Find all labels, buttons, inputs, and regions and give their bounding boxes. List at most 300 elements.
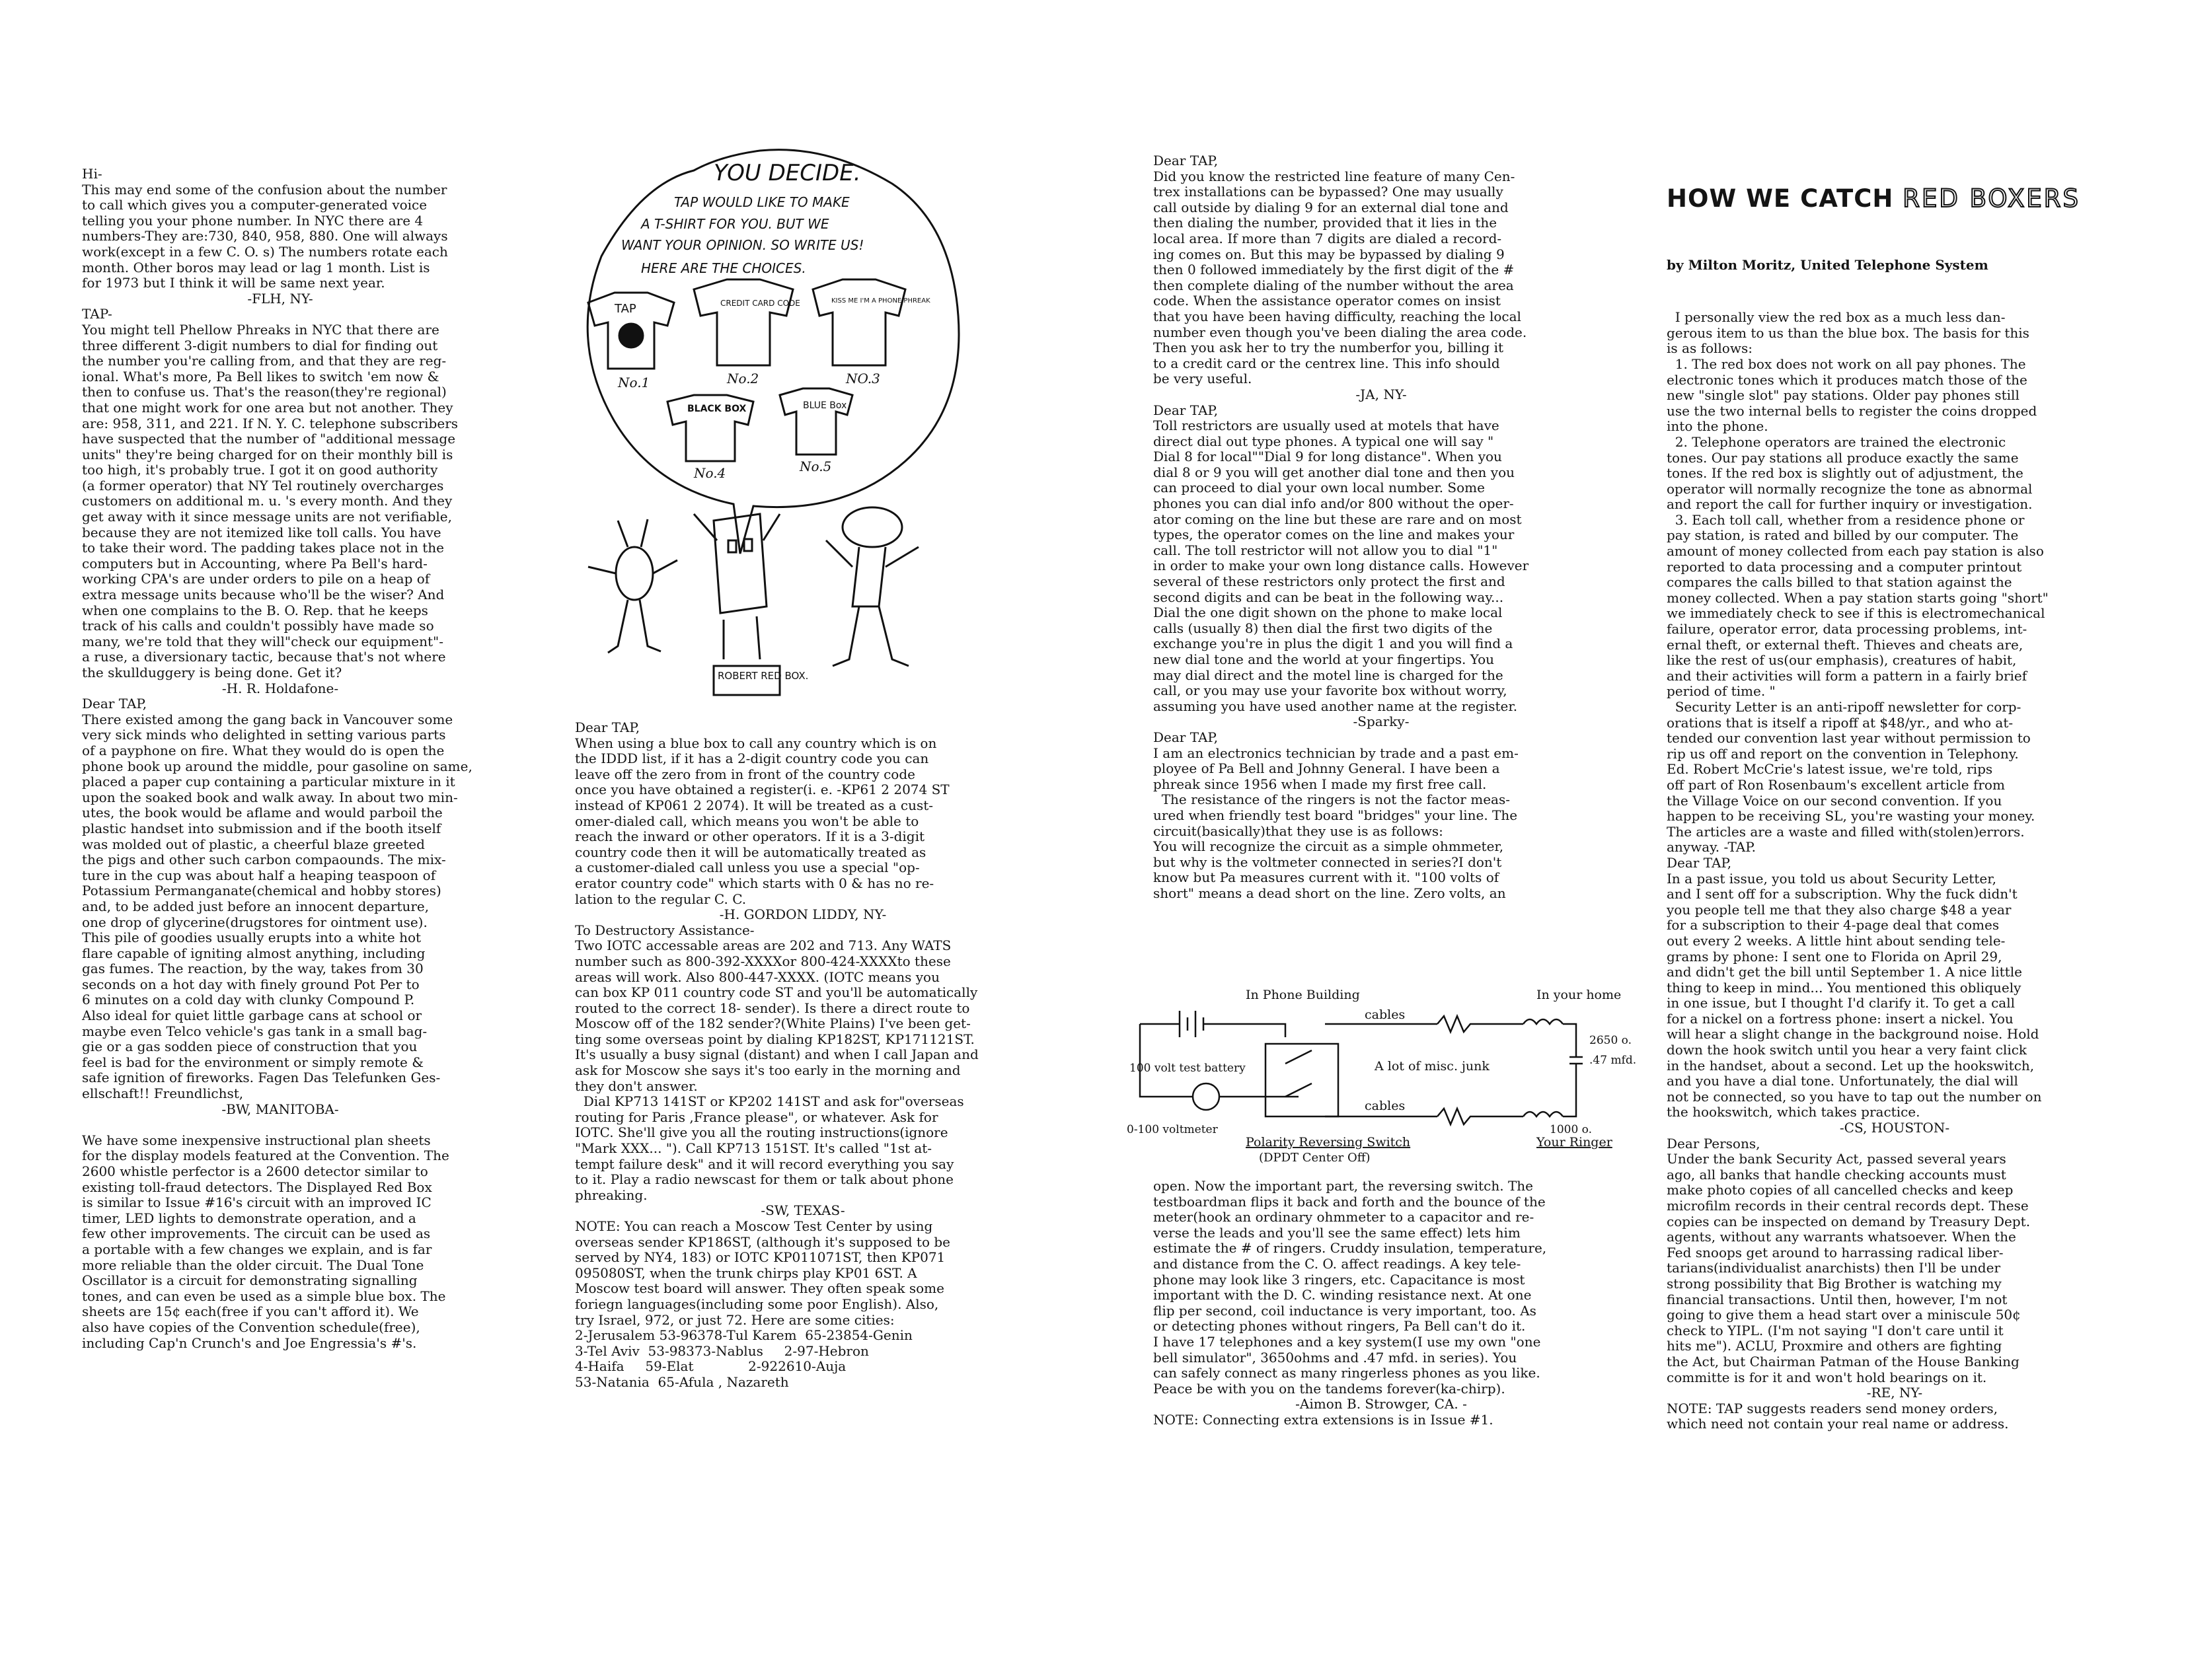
text-line: then complete dialing of the number without the area <box>1153 277 1514 293</box>
text-line: for the display models featured at the Convention. The <box>82 1148 449 1164</box>
text-line: erator country code" which starts with 0 & has no re- <box>575 875 934 891</box>
text-line: going to give them a head start over a miniscule 50¢ <box>1667 1307 2021 1323</box>
text-line: routed to the correct 18- sender). Is there a direct route to <box>575 1000 970 1016</box>
text-line: Dear TAP, <box>575 719 640 735</box>
text-line: I am an electronics technician by trade and a past em- <box>1153 745 1519 761</box>
text-line: of a payphone on fire. What they would do is open the <box>82 742 445 758</box>
text-line: failure, operator error, data processing problems, int- <box>1667 621 2027 638</box>
text-line: and you have a dial tone. Unfortunately, the dial will <box>1667 1073 2018 1089</box>
text-line: Peace be with you on the tandems forever(ka-chirp). <box>1153 1380 1505 1397</box>
text-line: tones, and can even be used as a simple blue box. The <box>82 1288 446 1304</box>
text-line: Dear Persons, <box>1667 1135 1760 1151</box>
text-line: the IDDD list, if it has a 2-digit country code you can <box>575 750 929 767</box>
column-3-continued <box>1153 1179 1609 1428</box>
text-line: Under the bank Security Act, passed several years <box>1667 1151 2006 1167</box>
text-line: track of his calls and couldn't possibly have made so <box>82 618 434 634</box>
text-line: 095080ST, when the trunk chirps play KP01 6ST. A <box>575 1264 917 1281</box>
text-line: routing for Paris ,France please", or whatever. Ask for <box>575 1109 938 1125</box>
text-line: instead of KP061 2 2074). It will be treated as a cust- <box>575 797 934 813</box>
text-line: computers but in Accounting, where Pa Bell's hard- <box>82 555 428 571</box>
label-phone-building: In Phone Building <box>1246 988 1360 1002</box>
text-line: and their activities will form a pattern in a fairly brief <box>1667 667 2027 684</box>
shirt-2 <box>694 279 793 365</box>
robot-sign: ROBERT RED BOX. <box>718 670 809 682</box>
text-line: You might tell Phellow Phreaks in NYC that there are <box>82 321 439 338</box>
text-line: ellschaft!! Freundlichst, <box>82 1085 244 1102</box>
shirt-5-label: No.5 <box>800 458 832 474</box>
text-line: few other improvements. The circuit can be used as <box>82 1225 431 1242</box>
text-line: ago, all banks that handle checking accounts must <box>1667 1166 2006 1183</box>
text-line: into the phone. <box>1667 418 1768 435</box>
text-line: make photo copies of all cancelled checks and keep <box>1667 1182 2014 1198</box>
text-line: meter(hook an ordinary ohmmeter to a capacitor and re- <box>1153 1209 1534 1225</box>
text-line: which need not contain your real name or address. <box>1667 1416 2009 1432</box>
text-line: 2. Telephone operators are trained the electronic <box>1667 433 2006 450</box>
text-line: call. The toll restrictor will not allow you to dial "1" <box>1153 542 1498 558</box>
text-line: many, we're told that they will"check our equipment"- <box>82 633 443 649</box>
column-1 <box>82 166 478 1351</box>
text-line: several of these restrictors only protect the first and <box>1153 573 1505 590</box>
text-line: -Sparky- <box>1353 713 1410 730</box>
text-line: bell simulator", 3650ohms and .47 mfd. in series). You <box>1153 1349 1517 1366</box>
text-line: phones you can dial info and/or 800 without the oper- <box>1153 495 1514 512</box>
text-line: 3-Tel Aviv 53-98373-Nablus 2-97-Hebron <box>575 1342 869 1359</box>
text-line: dial 8 or 9 you will get another dial tone and then you <box>1153 464 1515 480</box>
text-line: Two IOTC accessable areas are 202 and 713. Any WATS <box>575 937 952 954</box>
text-line: leave off the zero from in front of the country code <box>575 766 915 782</box>
text-line: 4-Haifa 59-Elat 2-922610-Auja <box>575 1358 847 1375</box>
text-line: then dialing the number, provided that it lies in the <box>1153 215 1497 231</box>
label-cables-top: cables <box>1365 1007 1406 1022</box>
text-line: reach the inward or other operators. If it is a 3-digit <box>575 828 925 845</box>
text-line: phreaking. <box>575 1187 648 1203</box>
speech-line-4: WANT YOUR OPINION. SO WRITE US! <box>621 237 864 253</box>
text-line: financial transactions. Until then, however, I'm not <box>1667 1291 2008 1307</box>
text-line: a customer-dialed call unless you use a special "op- <box>575 859 920 876</box>
text-line: ing comes on. But this may be bypassed by dialing 9 <box>1153 246 1505 262</box>
text-line: Dear TAP, <box>82 696 147 712</box>
text-line: gas fumes. The reaction, by the way, takes from 30 <box>82 961 424 977</box>
text-line: trex installations can be bypassed? One may usually <box>1153 184 1503 200</box>
text-line: or detecting phones without ringers, Pa Bell can't do it. <box>1153 1318 1526 1334</box>
text-line: in the handset, about a second. Let up the hookswitch, <box>1667 1057 2035 1074</box>
robot-red-box <box>694 514 780 695</box>
text-line: areas will work. Also 800-447-XXXX. (IOTC means you <box>575 968 940 985</box>
text-line: that you have been having difficulty, reaching the local <box>1153 308 1521 324</box>
text-line: -Aimon B. Strowger, CA. - <box>1295 1396 1467 1412</box>
text-line: a ruse, a diversionary tactic, because that's not where <box>82 649 446 665</box>
speech-line-3: A T-SHIRT FOR YOU. BUT WE <box>641 216 829 232</box>
text-line: Dear TAP, <box>1667 854 1732 871</box>
text-line: direct dial out type phones. A typical one will say " <box>1153 433 1494 449</box>
text-line: that one might work for one area but not another. They <box>82 399 453 416</box>
text-line: To Destructory Assistance- <box>575 922 755 938</box>
text-line: microfilm records in their central records dept. These <box>1667 1198 2029 1214</box>
text-line: to call which gives you a computer-generated voice <box>82 197 428 213</box>
text-line: 6 minutes on a cold day with clunky Compound P. <box>82 992 415 1008</box>
text-line: new dial tone and the world at your fingertips. You <box>1153 651 1495 667</box>
text-line: numbers-They are:730, 840, 958, 880. One will always <box>82 228 448 244</box>
label-cables-bottom: cables <box>1365 1099 1406 1113</box>
text-line: You will recognize the circuit as a simple ohmmeter, <box>1153 838 1504 855</box>
text-line: the number you're calling from, and that they are reg- <box>82 353 447 369</box>
text-line: lation to the regular C. C. <box>575 891 747 907</box>
text-line: use the two internal bells to register the coins dropped <box>1667 402 2037 419</box>
text-line: we immediately check to see if this is electromechanical <box>1667 605 2045 622</box>
text-line: money collected. When a pay station starts going "short" <box>1667 589 2049 606</box>
text-line: Hi- <box>82 166 102 182</box>
text-line: Dial 8 for local""Dial 9 for long distance". When you <box>1153 449 1502 465</box>
headline <box>1667 184 2123 213</box>
text-line: circuit(basically)that they use is as follows: <box>1153 822 1443 839</box>
text-line: We have some inexpensive instructional plan sheets <box>82 1132 431 1148</box>
text-line: including Cap'n Crunch's and Joe Engressia's #'s. <box>82 1334 417 1351</box>
text-line: and distance from the C. O. affect readings. A key tele- <box>1153 1255 1521 1272</box>
text-line: but why is the voltmeter connected in series?I don't <box>1153 854 1502 870</box>
text-line: 53-Natania 65-Afula , Nazareth <box>575 1373 789 1390</box>
label-2650: 2650 o. <box>1589 1034 1632 1047</box>
text-line: ask for Moscow she says it's too early in the morning and <box>575 1062 961 1079</box>
text-line: in order to make your own long distance calls. However <box>1153 558 1529 574</box>
text-line: tones. If the red box is slightly out of adjustment, the <box>1667 465 2023 482</box>
text-line: units" they're being charged for on their monthly bill is <box>82 446 453 462</box>
text-line: 2-Jerusalem 53-96378-Tul Karem 65-23854-Genin <box>575 1327 913 1344</box>
text-line: reported to data processing and a computer printout <box>1667 558 2022 575</box>
text-line: happen to be receiving SL, you're wasting your money. <box>1667 808 2035 824</box>
text-line: you people tell me that they also charge $48 a year <box>1667 901 2012 918</box>
text-line: be very useful. <box>1153 371 1252 387</box>
text-line: when one complains to the B. O. Rep. that he keeps <box>82 602 428 618</box>
text-line: ture in the cup was about half a heaping teaspoon of <box>82 867 436 883</box>
test-circuit-schematic <box>1127 984 1637 1169</box>
text-line: electronic tones which it produces match those of the <box>1667 371 2027 388</box>
text-line: Also ideal for quiet little garbage cans at school or <box>82 1007 422 1024</box>
right-creature <box>826 507 919 666</box>
text-line: very sick minds who delighted in setting various parts <box>82 727 446 743</box>
byline: by Milton Moritz, United Telephone System <box>1667 257 1988 274</box>
text-line: also have copies of the Convention schedule(free), <box>82 1319 420 1335</box>
text-line: Dear TAP, <box>1153 153 1219 168</box>
text-line: tones. Our pay stations all produce exactly the same <box>1667 449 2019 466</box>
shirt-5-text: BLUE Box <box>803 400 847 411</box>
column-4-body <box>1667 310 2123 1432</box>
text-line: In a past issue, you told us about Security Letter, <box>1667 870 1996 887</box>
text-line: can box KP 011 country code ST and you'll be automatically <box>575 984 978 1001</box>
text-line: ernal theft, or external theft. Thieves and cheats are, <box>1667 636 2023 653</box>
text-line: hits me"). ACLU, Proxmire and others are fighting <box>1667 1338 2002 1354</box>
text-line: compares the calls billed to that station against the <box>1667 574 2012 591</box>
text-line: have suspected that the number of "additional message <box>82 431 456 447</box>
text-line: (a former operator) that NY Tel routinely overcharges <box>82 477 444 493</box>
text-line: are: 958, 311, and 221. If N. Y. C. telephone subscribers <box>82 415 459 431</box>
label-switch: Polarity Reversing Switch <box>1246 1135 1411 1150</box>
text-line: off part of Ron Rosenbaum's excellent article from <box>1667 776 2005 793</box>
text-line: feel is bad for the environment or simply remote & <box>82 1054 424 1070</box>
text-line: the Act, but Chairman Patman of the House Banking <box>1667 1353 2020 1370</box>
text-line: and didn't get the bill until September 1. A nice little <box>1667 964 2022 980</box>
text-line: important with the D. C. winding resistance next. At one <box>1153 1287 1532 1303</box>
label-voltmeter: 0-100 voltmeter <box>1127 1123 1218 1136</box>
text-line: IOTC. She'll give you all the routing instructions(ignore <box>575 1124 948 1141</box>
text-line: Potassium Permanganate(chemical and hobby stores) <box>82 883 441 899</box>
text-line: plastic handset into submission and if the booth itself <box>82 820 441 836</box>
text-line: out every 2 weeks. A little hint about sending tele- <box>1667 932 2006 949</box>
text-line: 1. The red box does not work on all pay phones. The <box>1667 355 2026 372</box>
text-line: can proceed to dial your own local number. Some <box>1153 480 1485 496</box>
text-line: was molded out of plastic, a cheerful blaze greeted <box>82 836 425 852</box>
text-line: they don't answer. <box>575 1077 698 1094</box>
shirt-1-label: No.1 <box>618 375 650 390</box>
text-line: -H. R. Holdafone- <box>221 680 339 696</box>
text-line: -CS, HOUSTON- <box>1839 1120 1950 1136</box>
text-line: The resistance of the ringers is not the factor meas- <box>1153 791 1510 808</box>
text-line: the skullduggery is being done. Get it? <box>82 665 342 680</box>
text-line: for 1973 but I think it will be same next year. <box>82 275 385 291</box>
text-line: new "single slot" pay stations. Older pay phones still <box>1667 387 2020 404</box>
text-line: flip per second, coil inductance is very important, too. As <box>1153 1302 1536 1319</box>
label-cap: .47 mfd. <box>1589 1054 1637 1067</box>
text-line: placed a paper cup containing a particular mixture in it <box>82 774 455 790</box>
text-line: then to confuse us. That's the reason(they're regional) <box>82 384 447 400</box>
text-line: Fed snoops get around to harrassing radical liber- <box>1667 1244 2004 1260</box>
shirt-1-text: TAP <box>615 302 636 316</box>
text-line: Dial the one digit shown on the phone to make local <box>1153 604 1503 621</box>
text-line: will hear a slight change in the background noise. Hold <box>1667 1026 2039 1042</box>
text-line: to a credit card or the centrex line. This info should <box>1153 355 1500 371</box>
text-line: tended our convention last year without permission to <box>1667 730 2031 747</box>
text-line: to take their word. The padding takes place not in the <box>82 540 444 556</box>
text-line: This may end some of the confusion about the number <box>82 181 447 198</box>
label-junk: A lot of misc. junk <box>1375 1059 1490 1074</box>
column-4 <box>1667 153 2123 1448</box>
text-line: gerous item to us than the blue box. The basis for this <box>1667 324 2029 341</box>
text-line: is as follows: <box>1667 340 1753 357</box>
text-line: NOTE: TAP suggests readers send money orders, <box>1667 1400 1998 1416</box>
text-line: estimate the # of ringers. Cruddy insulation, temperature, <box>1153 1240 1547 1257</box>
text-line: upon the soaked book and walk away. In about two min- <box>82 789 458 805</box>
text-line: Dear TAP, <box>1153 729 1219 745</box>
text-line: may dial direct and the motel line is charged for the <box>1153 667 1503 683</box>
text-line: a portable with a few changes we explain, and is far <box>82 1241 432 1257</box>
text-line: types, the operator comes on the line and makes your <box>1153 527 1515 543</box>
text-line: -FLH, NY- <box>247 290 313 307</box>
text-line: sheets are 15¢ each(free if you can't afford it). We <box>82 1303 419 1320</box>
text-line: foriegn languages(including some poor English). Also, <box>575 1296 939 1312</box>
text-line: Then you ask her to try the numberfor you, billing it <box>1153 340 1504 356</box>
text-line: tempt failure desk" and it will record everything you say <box>575 1155 954 1172</box>
text-line: operator will normally recognize the tone as abnormal <box>1667 480 2033 497</box>
text-line: for a subscription to their 4-page deal that comes <box>1667 917 2000 933</box>
shirt-3-label: NO.3 <box>846 371 880 386</box>
text-line: I personally view the red box as a much less dan- <box>1667 309 2006 326</box>
text-line: number even though you've been dialing the area code. <box>1153 324 1527 340</box>
label-ringer: Your Ringer <box>1536 1135 1612 1150</box>
text-line: for a nickel on a fortress phone: insert a nickel. You <box>1667 1010 2014 1027</box>
shirt-2-text: CREDIT CARD CODE <box>720 299 800 308</box>
text-line: is similar to Issue #16's circuit with an improved IC <box>82 1194 432 1211</box>
text-line: month. Other boros may lead or lag 1 month. List is <box>82 259 430 275</box>
shirt-3 <box>813 279 905 365</box>
label-1000: 1000 o. <box>1550 1123 1593 1136</box>
shirt-2-label: No.2 <box>727 371 759 386</box>
text-line: work(except in a few C. O. s) The numbers rotate each <box>82 243 448 260</box>
text-line: calls (usually 8) then dial the first two digits of the <box>1153 620 1493 636</box>
speech-line-1: YOU DECIDE. <box>714 160 861 186</box>
text-line: overseas sender KP186ST, (although it's supposed to be <box>575 1233 950 1250</box>
text-line: not be connected, so you have to tap out the number on <box>1667 1088 2042 1105</box>
text-line: rip us off and report on the convention in Telephony. <box>1667 745 2019 762</box>
text-line: and, to be added just before an innocent departure, <box>82 898 430 914</box>
text-line: once you have obtained a register(i. e. -KP61 2 2074 ST <box>575 782 950 798</box>
text-line: get away with it since message units are not verifiable, <box>82 509 452 525</box>
text-line: Dear TAP, <box>1153 402 1219 418</box>
shirt-4-label: No.4 <box>694 465 726 481</box>
text-line: -SW, TEXAS- <box>761 1202 845 1219</box>
text-line: agents, without any warrants whatsoever. When the <box>1667 1229 2016 1245</box>
text-line: utes, the book would be aflame and would parboil the <box>82 805 443 821</box>
label-your-home: In your home <box>1536 988 1622 1002</box>
text-line: 2600 whistle perfector is a 2600 detector similar to <box>82 1163 428 1179</box>
text-line: the pigs and other such carbon compaounds. The mix- <box>82 852 446 868</box>
text-line: more reliable than the older circuit. The Dual Tone <box>82 1257 424 1273</box>
text-line: maybe even Telco vehicle's gas tank in a small bag- <box>82 1023 428 1039</box>
shirt-3-text: KISS ME I'M A PHONE PHREAK <box>831 297 930 305</box>
text-line: second digits and can be beat in the following way... <box>1153 589 1504 605</box>
headline-part-a: HOW WE CATCH <box>1667 184 1894 213</box>
shirt-4-text: BLACK BOX <box>687 404 747 414</box>
text-line: then 0 followed immediately by the first digit of the # <box>1153 262 1515 278</box>
text-line: too high, it's probably true. I got it on good authority <box>82 462 438 478</box>
text-line: Ed. Robert McCrie's latest issue, we're told, rips <box>1667 761 1993 778</box>
text-line: -JA, NY- <box>1355 386 1407 402</box>
text-line: Moscow test board will answer. They often speak some <box>575 1280 944 1297</box>
text-line: anyway. -TAP. <box>1667 839 1756 856</box>
text-line: and report the call for further inquiry or investigation. <box>1667 496 2033 513</box>
text-line: served by NY4, 183) or IOTC KP011071ST, then KP071 <box>575 1249 946 1266</box>
text-line: like the rest of us(our emphasis), creatures of habit, <box>1667 652 2017 669</box>
text-line: ator coming on the line but these are rare and on most <box>1153 511 1522 527</box>
text-line: check to YIPL. (I'm not saying "I don't care until it <box>1667 1322 2004 1338</box>
text-line: timer, LED lights to demonstrate operation, and a <box>82 1210 416 1226</box>
text-line: Oscillator is a circuit for demonstrating signalling <box>82 1272 418 1289</box>
text-line: period of time. " <box>1667 683 1776 700</box>
text-line: This pile of goodies usually erupts into a white hot <box>82 930 422 946</box>
text-line: can safely connect as many ringerless phones as you like. <box>1153 1365 1540 1381</box>
text-line: I have 17 telephones and a key system(I use my own "one <box>1153 1333 1541 1350</box>
text-line: -BW, MANITOBA- <box>221 1101 339 1117</box>
text-line: because they are not itemized like toll calls. You have <box>82 524 441 540</box>
text-line: number such as 800-392-XXXXor 800-424-XXXXto these <box>575 953 951 969</box>
text-line: the hookswitch, which takes practice. <box>1667 1104 1920 1120</box>
text-line: copies can be inspected on demand by Treasury Dept. <box>1667 1213 2031 1229</box>
text-line: ting some overseas point by dialing KP182ST, KP171121ST. <box>575 1031 975 1047</box>
text-line: NOTE: Connecting extra extensions is in Issue #1. <box>1153 1411 1493 1428</box>
left-creature <box>588 519 677 653</box>
text-line: Toll restrictors are usually used at motels that have <box>1153 418 1499 434</box>
text-line: TAP- <box>82 306 112 322</box>
shirt-5 <box>780 388 852 455</box>
text-line: Dial KP713 141ST or KP202 141ST and ask for"overseas <box>575 1093 964 1110</box>
text-line: committe is for it and won't hold bearings on it. <box>1667 1369 1987 1385</box>
text-line: There existed among the gang back in Vancouver some <box>82 711 453 727</box>
text-line: phone book up around the middle, pour gasoline on same, <box>82 758 472 774</box>
text-line: orations that is itself a ripoff at $48/yr., and who at- <box>1667 714 2014 731</box>
text-line: omer-dialed call, which means you won't be able to <box>575 813 919 829</box>
text-line: -H. GORDON LIDDY, NY- <box>719 906 887 923</box>
text-line: extra message units because who'll be the wiser? And <box>82 587 445 603</box>
text-line: call outside by dialing 9 for an external dial tone and <box>1153 199 1509 215</box>
text-line: country code then it will be automatically treated as <box>575 844 926 860</box>
label-battery: 100 volt test battery <box>1129 1062 1246 1075</box>
text-line: code. When the assistance operator comes on insist <box>1153 293 1501 309</box>
text-line: gie or a gas sodden piece of construction that you <box>82 1039 418 1055</box>
label-dpdt: (DPDT Center Off) <box>1259 1151 1371 1165</box>
text-line: know but Pa measures current with it. "100 volts of <box>1153 869 1499 886</box>
text-line: seconds on a hot day with finely ground Pot Per to <box>82 976 420 992</box>
text-line: amount of money collected from each pay station is also <box>1667 543 2044 560</box>
text-line: one drop of glycerine(drugstores for ointment use). <box>82 914 428 930</box>
text-line: Moscow off of the 182 sender?(White Plains) I've been get- <box>575 1015 971 1032</box>
text-line: pay station, is rated and billed by our computer. The <box>1667 527 2019 544</box>
text-line: testboardman flips it back and forth and the bounce of the <box>1153 1193 1546 1210</box>
text-line: three different 3-digit numbers to dial for finding out <box>82 337 438 353</box>
text-line: in one issue, but I thought I'd clarify it. To get a call <box>1667 995 2016 1011</box>
text-line: exchange you're in plus the digit 1 and you will find a <box>1153 636 1513 652</box>
text-line: ployee of Pa Bell and Johnny General. I have been a <box>1153 760 1500 777</box>
text-line: thing to keep in mind... You mentioned this obliquely <box>1667 979 2021 996</box>
text-line: assuming you have used another name at the register. <box>1153 698 1518 714</box>
text-line: strong possibility that Big Brother is watching my <box>1667 1275 2002 1292</box>
speech-line-2: TAP WOULD LIKE TO MAKE <box>674 194 850 210</box>
text-line: ured when friendly test board "bridges" your line. The <box>1153 807 1518 823</box>
text-line <box>82 1117 478 1133</box>
text-line: 3. Each toll call, whether from a residence phone or <box>1667 511 2025 528</box>
text-line: short" means a dead short on the line. Zero volts, an <box>1153 885 1506 901</box>
text-line: "Mark XXX... "). Call KP713 151ST. It's called "1st at- <box>575 1140 932 1157</box>
text-line: Did you know the restricted line feature of many Cen- <box>1153 168 1515 184</box>
text-line: Security Letter is an anti-ripoff newsletter for corp- <box>1667 699 2021 715</box>
text-line: down the hook switch until you hear a very faint click <box>1667 1042 2027 1058</box>
text-line: It's usually a busy signal (distant) and when I call Japan and <box>575 1046 979 1063</box>
text-line: telling you your phone number. In NYC there are 4 <box>82 212 424 229</box>
headline-part-b: RED BOXERS <box>1903 184 2080 213</box>
text-line: customers on additional m. u. 's every month. And they <box>82 493 453 509</box>
text-line: try Israel, 972, or just 72. Here are some cities: <box>575 1311 895 1328</box>
text-line: NOTE: You can reach a Moscow Test Center by using <box>575 1218 933 1234</box>
text-line: When using a blue box to call any country which is on <box>575 735 937 751</box>
text-line: safe ignition of fireworks. Fagen Das Telefunken Ges- <box>82 1070 441 1086</box>
text-line: open. Now the important part, the reversing switch. The <box>1153 1178 1534 1194</box>
text-line: ional. What's more, Pa Bell likes to switch 'em now & <box>82 368 439 384</box>
tshirt-cartoon <box>562 144 1024 712</box>
text-line: local area. If more than 7 digits are dialed a record- <box>1153 230 1502 246</box>
text-line: existing toll-fraud detectors. The Displayed Red Box <box>82 1179 432 1195</box>
text-line: tarians(individualist anarchists) then I'll be under <box>1667 1260 2001 1276</box>
text-line: phone may look like 3 ringers, etc. Capacitance is most <box>1153 1271 1525 1288</box>
column-3 <box>1153 153 1609 902</box>
column-2 <box>575 720 1031 1391</box>
text-line: The articles are a waste and filled with(stolen)errors. <box>1667 823 2025 840</box>
text-line: flare capable of igniting almost anything, including <box>82 945 426 961</box>
speech-line-5: HERE ARE THE CHOICES. <box>641 260 806 276</box>
text-line: to it. Play a radio newscast for them or talk about phone <box>575 1171 954 1188</box>
text-line: and I sent off for a subscription. Why the fuck didn't <box>1667 886 2018 902</box>
text-line: working CPA's are under orders to pile on a heap of <box>82 571 430 587</box>
text-line: the Village Voice on our second convention. If you <box>1667 792 2002 809</box>
text-line: -RE, NY- <box>1866 1385 1923 1401</box>
text-line: phreak since 1956 when I made my first free call. <box>1153 776 1487 792</box>
text-line: call, or you may use your favorite box without worry, <box>1153 682 1507 699</box>
